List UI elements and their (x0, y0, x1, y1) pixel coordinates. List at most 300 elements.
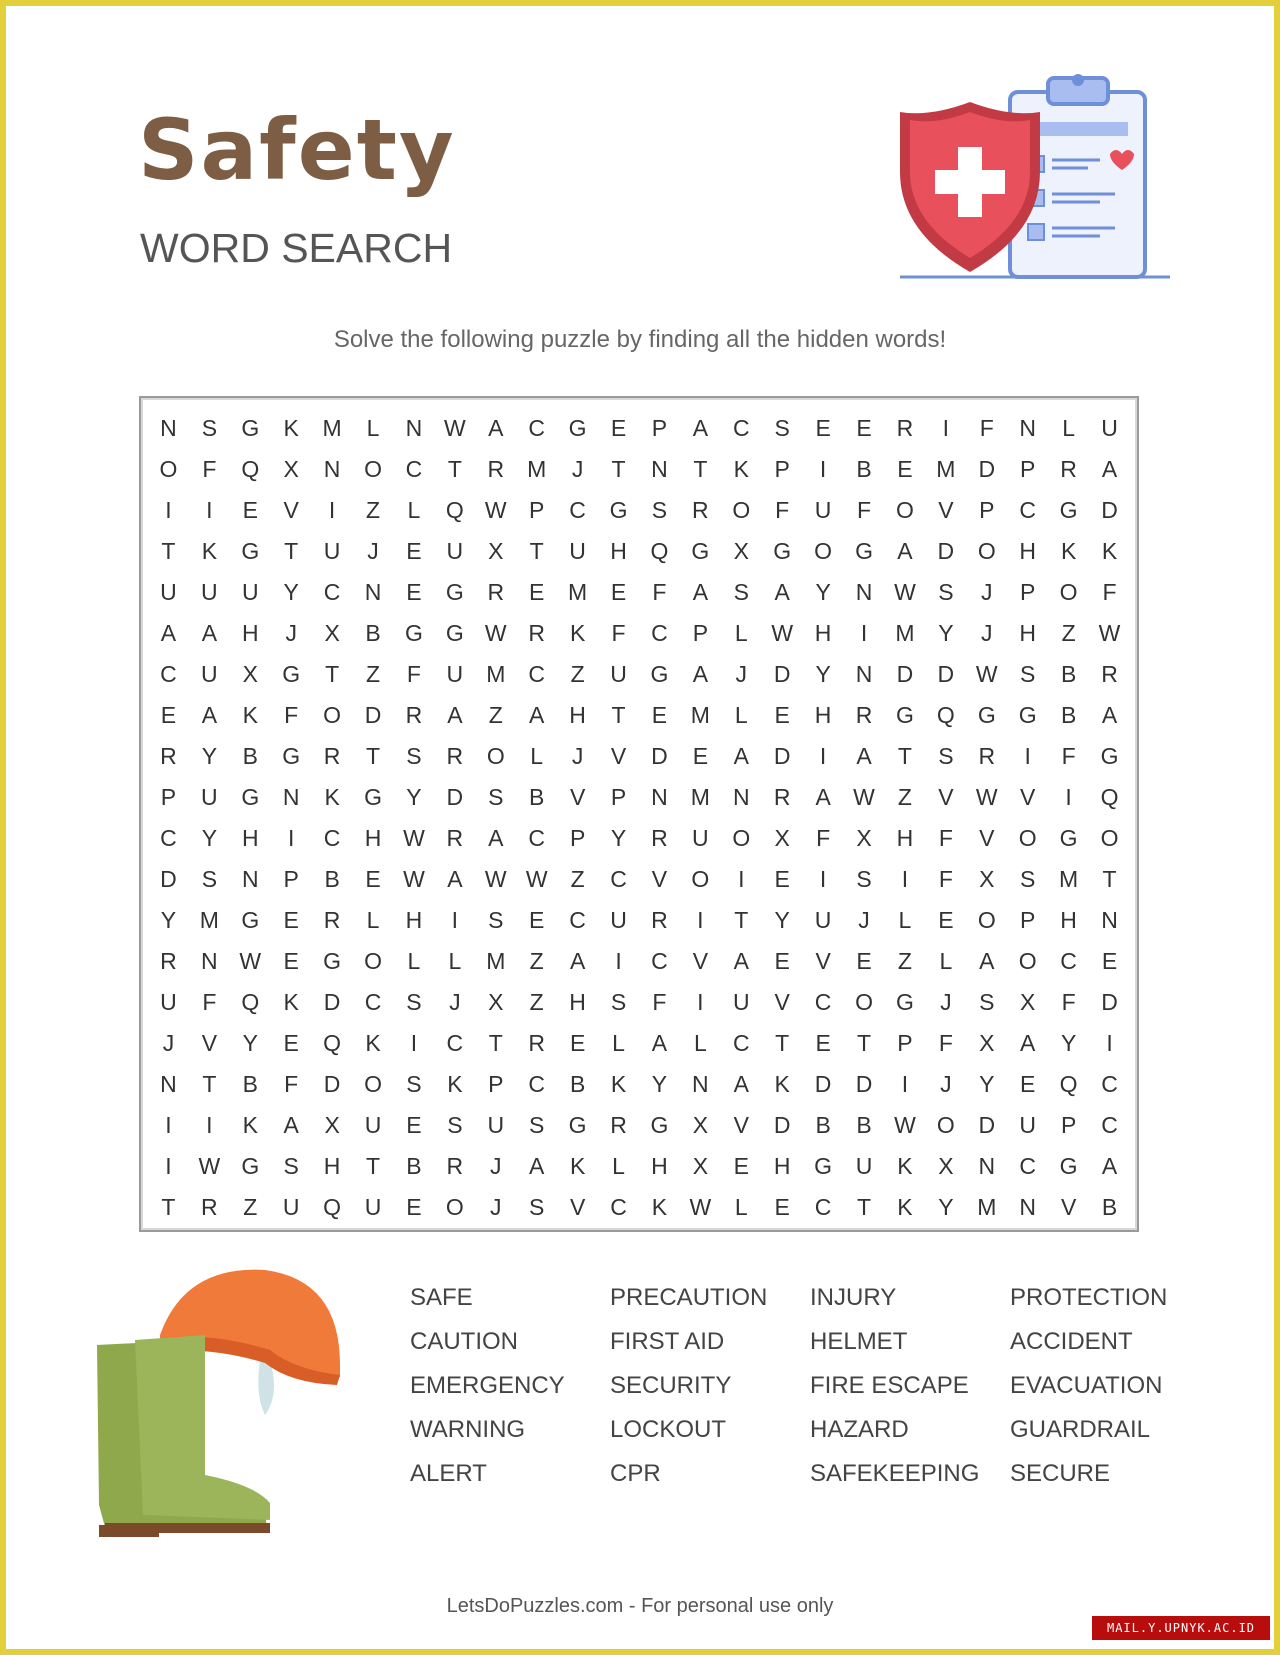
grid-letter: T (897, 743, 912, 769)
grid-letter: X (488, 538, 504, 564)
grid-letter: B (529, 784, 545, 810)
grid-letter: A (856, 743, 872, 769)
grid-letter: H (773, 1153, 791, 1179)
grid-letter: A (1101, 1153, 1118, 1179)
grid-letter: B (1101, 1194, 1118, 1220)
grid-letter: C (651, 948, 668, 974)
grid-letter: E (365, 866, 381, 892)
grid-letter: H (651, 1153, 668, 1179)
grid-letter: M (486, 948, 506, 974)
grid-letter: Y (774, 907, 790, 933)
grid-letter: E (610, 579, 627, 605)
grid-letter: B (365, 620, 381, 646)
grid-letter: M (895, 620, 915, 646)
grid-letter: D (814, 1071, 832, 1097)
grid-letter: B (406, 1153, 422, 1179)
grid-letter: D (978, 456, 996, 482)
grid-letter: P (1060, 1112, 1077, 1138)
grid-letter: I (819, 866, 827, 892)
grid-letter: U (814, 907, 832, 933)
grid-letter: T (447, 456, 462, 482)
grid-letter: O (732, 497, 751, 523)
grid-letter: R (855, 702, 873, 728)
grid-letter: F (284, 1071, 299, 1097)
grid-letter: R (446, 743, 464, 769)
grid-letter: E (406, 579, 422, 605)
grid-letter: K (447, 1071, 463, 1097)
grid-letter: X (324, 1112, 340, 1138)
grid-letter: M (936, 456, 956, 482)
grid-letter: A (569, 948, 586, 974)
grid-letter: I (165, 497, 172, 523)
grid-letter: A (733, 1071, 749, 1097)
grid-letter: E (651, 702, 668, 728)
grid-letter: X (1020, 989, 1036, 1015)
grid-letter: P (1020, 579, 1036, 605)
grid-letter: T (693, 456, 708, 482)
grid-letter: V (938, 497, 954, 523)
grid-letter: S (529, 1112, 545, 1138)
grid-letter: P (488, 1071, 504, 1097)
grid-letter: S (1020, 661, 1036, 687)
grid-letter: R (528, 1030, 546, 1056)
grid-letter: D (978, 1112, 996, 1138)
grid-letter: C (732, 1030, 750, 1056)
grid-letter: T (611, 456, 626, 482)
grid-letter: W (403, 825, 425, 851)
grid-letter: D (651, 743, 668, 769)
grid-letter: B (569, 1071, 586, 1097)
grid-letter: W (484, 497, 507, 523)
grid-letter: S (488, 784, 504, 810)
grid-letter: A (692, 579, 709, 605)
grid-letter: N (241, 866, 259, 892)
grid-letter: K (283, 415, 299, 441)
grid-letter: H (1019, 620, 1037, 646)
grid-letter: U (732, 989, 750, 1015)
grid-letter: Y (938, 1194, 954, 1220)
grid-letter: N (978, 1153, 996, 1179)
grid-letter: A (201, 620, 218, 646)
grid-letter: V (815, 948, 831, 974)
grid-letter: G (1059, 1153, 1078, 1179)
grid-letter: Y (406, 784, 422, 810)
grid-letter: U (201, 784, 218, 810)
grid-letter: P (651, 415, 668, 441)
grid-letter: A (897, 538, 913, 564)
grid-letter: N (323, 456, 341, 482)
grid-letter: C (610, 1194, 627, 1220)
grid-letter: G (364, 784, 382, 810)
grid-letter: I (206, 1112, 213, 1138)
grid-letter: C (1019, 497, 1037, 523)
grid-letter: H (569, 702, 586, 728)
grid-letter: G (241, 538, 260, 564)
grid-letter: E (569, 1030, 586, 1056)
grid-letter: F (1102, 579, 1117, 605)
grid-letter: C (528, 415, 546, 441)
grid-letter: A (815, 784, 831, 810)
grid-letter: B (1060, 661, 1077, 687)
grid-letter: L (448, 948, 462, 974)
instructions-text: Solve the following puzzle by finding all the hidden words! (333, 326, 947, 353)
grid-letter: V (733, 1112, 749, 1138)
grid-letter: Z (366, 497, 381, 523)
grid-letter: I (901, 866, 909, 892)
grid-letter: F (652, 989, 667, 1015)
grid-letter: X (733, 538, 749, 564)
grid-letter: Z (570, 866, 585, 892)
grid-letter: S (651, 497, 668, 523)
grid-letter: X (488, 989, 504, 1015)
grid-letter: I (942, 415, 950, 441)
grid-letter: D (896, 661, 914, 687)
grid-letter: V (979, 825, 995, 851)
grid-letter: G (282, 743, 301, 769)
grid-letter: T (202, 1071, 217, 1097)
grid-letter: G (568, 415, 587, 441)
grid-letter: N (855, 661, 873, 687)
word-list-item: ALERT (410, 1460, 487, 1487)
grid-letter: D (160, 866, 177, 892)
grid-letter: E (774, 948, 790, 974)
grid-letter: O (732, 825, 751, 851)
grid-letter: I (165, 1153, 172, 1179)
grid-letter: H (241, 620, 259, 646)
grid-letter: H (405, 907, 423, 933)
grid-letter: C (323, 579, 341, 605)
grid-letter: S (488, 907, 504, 933)
grid-letter: J (490, 1153, 502, 1179)
grid-letter: U (160, 989, 177, 1015)
grid-letter: S (201, 866, 218, 892)
grid-letter: H (1060, 907, 1077, 933)
grid-letter: R (160, 948, 177, 974)
grid-letter: T (284, 538, 299, 564)
grid-letter: R (528, 620, 546, 646)
grid-letter: D (937, 538, 955, 564)
grid-letter: N (732, 784, 750, 810)
word-list-item: CPR (610, 1460, 661, 1487)
grid-letter: K (1101, 538, 1118, 564)
grid-letter: V (1060, 1194, 1077, 1220)
grid-letter: C (569, 907, 586, 933)
grid-letter: A (447, 866, 463, 892)
grid-letter: R (201, 1194, 218, 1220)
grid-letter: M (527, 456, 547, 482)
grid-letter: F (775, 497, 790, 523)
grid-letter: O (159, 456, 178, 482)
grid-letter: N (1019, 415, 1037, 441)
grid-letter: N (1101, 907, 1118, 933)
grid-letter: P (529, 497, 545, 523)
grid-letter: L (734, 620, 748, 646)
grid-letter: C (814, 989, 832, 1015)
grid-letter: S (406, 743, 422, 769)
grid-letter: M (486, 661, 506, 687)
grid-letter: R (323, 907, 341, 933)
grid-letter: W (975, 661, 998, 687)
grid-letter: C (610, 866, 627, 892)
grid-letter: O (1100, 825, 1119, 851)
grid-letter: E (610, 415, 627, 441)
grid-letter: O (364, 456, 382, 482)
grid-letter: V (610, 743, 627, 769)
grid-letter: W (484, 620, 507, 646)
grid-letter: W (689, 1194, 712, 1220)
grid-letter: C (405, 456, 423, 482)
grid-letter: A (529, 1153, 545, 1179)
grid-letter: K (774, 1071, 790, 1097)
grid-letter: O (445, 1194, 464, 1220)
grid-letter: C (1101, 1071, 1118, 1097)
grid-letter: Z (1061, 620, 1076, 646)
grid-letter: O (364, 1071, 382, 1097)
grid-letter: K (283, 989, 299, 1015)
grid-letter: S (733, 579, 749, 605)
grid-letter: O (1059, 579, 1078, 605)
grid-letter: D (773, 661, 791, 687)
grid-letter: Y (651, 1071, 668, 1097)
grid-letter: O (896, 497, 914, 523)
grid-letter: J (981, 579, 993, 605)
grid-letter: C (1101, 1112, 1118, 1138)
grid-letter: W (771, 620, 794, 646)
grid-letter: I (451, 907, 459, 933)
grid-letter: I (860, 620, 868, 646)
grid-letter: A (651, 1030, 668, 1056)
grid-letter: T (325, 661, 340, 687)
grid-letter: H (1019, 538, 1037, 564)
grid-letter: I (288, 825, 295, 851)
grid-letter: G (241, 784, 260, 810)
grid-letter: U (1101, 415, 1118, 441)
grid-letter: F (857, 497, 872, 523)
grid-letter: N (1019, 1194, 1037, 1220)
grid-letter: B (856, 456, 872, 482)
grid-letter: X (938, 1153, 954, 1179)
grid-letter: K (1060, 538, 1077, 564)
grid-letter: E (815, 415, 831, 441)
grid-letter: O (977, 907, 996, 933)
grid-letter: T (366, 743, 381, 769)
grid-letter: X (979, 1030, 995, 1056)
grid-letter: E (856, 948, 872, 974)
grid-letter: U (201, 661, 218, 687)
grid-letter: I (1065, 784, 1072, 810)
grid-letter: R (692, 497, 709, 523)
grid-letter: K (324, 784, 340, 810)
grid-letter: X (283, 456, 299, 482)
grid-letter: F (938, 866, 953, 892)
grid-letter: P (692, 620, 709, 646)
grid-letter: B (856, 1112, 872, 1138)
grid-letter: M (690, 784, 710, 810)
page-subtitle: WORD SEARCH (140, 225, 453, 271)
word-list-item: INJURY (810, 1284, 897, 1311)
grid-letter: G (855, 538, 873, 564)
grid-letter: J (162, 1030, 175, 1056)
grid-letter: N (282, 784, 300, 810)
grid-letter: T (857, 1030, 872, 1056)
grid-letter: I (615, 948, 622, 974)
grid-letter: S (938, 743, 954, 769)
grid-letter: S (406, 989, 422, 1015)
grid-letter: E (1020, 1071, 1036, 1097)
grid-letter: P (160, 784, 177, 810)
grid-letter: E (856, 415, 872, 441)
word-list-item: EMERGENCY (410, 1372, 565, 1399)
grid-letter: Z (488, 702, 503, 728)
grid-letter: E (406, 538, 422, 564)
grid-letter: F (1061, 989, 1076, 1015)
grid-letter: Z (243, 1194, 258, 1220)
grid-letter: E (938, 907, 954, 933)
grid-letter: X (979, 866, 995, 892)
grid-letter: Q (650, 538, 669, 564)
grid-letter: I (206, 497, 213, 523)
grid-letter: V (201, 1030, 218, 1056)
grid-letter: A (201, 702, 218, 728)
grid-letter: A (1020, 1030, 1036, 1056)
grid-letter: R (487, 579, 505, 605)
grid-letter: J (940, 989, 952, 1015)
grid-letter: M (568, 579, 588, 605)
grid-letter: J (449, 989, 461, 1015)
word-list-item: PRECAUTION (610, 1284, 768, 1311)
grid-letter: F (938, 1030, 953, 1056)
grid-letter: E (160, 702, 177, 728)
grid-letter: T (734, 907, 749, 933)
grid-letter: X (692, 1112, 709, 1138)
grid-letter: J (367, 538, 379, 564)
grid-letter: L (366, 415, 380, 441)
grid-letter: I (165, 1112, 172, 1138)
grid-letter: F (202, 989, 217, 1015)
grid-letter: X (856, 825, 872, 851)
grid-letter: C (651, 620, 668, 646)
grid-letter: Z (897, 784, 912, 810)
grid-letter: E (692, 743, 709, 769)
grid-letter: G (896, 702, 914, 728)
grid-letter: Y (815, 579, 831, 605)
grid-letter: Q (1059, 1071, 1078, 1097)
grid-letter: C (528, 1071, 546, 1097)
grid-letter: I (410, 1030, 418, 1056)
grid-letter: G (977, 702, 996, 728)
grid-letter: G (650, 1112, 669, 1138)
grid-letter: I (819, 743, 827, 769)
grid-letter: Q (323, 1030, 342, 1056)
grid-letter: V (774, 989, 790, 1015)
grid-letter: T (161, 1194, 176, 1220)
grid-letter: I (738, 866, 745, 892)
grid-letter: E (1101, 948, 1118, 974)
word-list-item: SECURITY (610, 1372, 732, 1399)
grid-letter: L (693, 1030, 707, 1056)
grid-letter: G (773, 538, 792, 564)
grid-letter: O (691, 866, 710, 892)
grid-letter: E (529, 579, 545, 605)
watermark-stamp: MAIL.Y.UPNYK.AC.ID (1092, 1616, 1270, 1640)
grid-letter: A (979, 948, 995, 974)
grid-letter: Q (445, 497, 464, 523)
grid-letter: A (283, 1112, 299, 1138)
grid-letter: K (610, 1071, 627, 1097)
word-list-item: WARNING (410, 1416, 526, 1443)
grid-letter: W (853, 784, 875, 810)
word-list-item: GUARDRAIL (1010, 1416, 1151, 1443)
grid-letter: G (445, 579, 464, 605)
grid-letter: V (283, 497, 299, 523)
grid-letter: W (239, 948, 262, 974)
grid-letter: R (405, 702, 423, 728)
grid-letter: M (690, 702, 710, 728)
grid-letter: C (528, 825, 546, 851)
grid-letter: V (692, 948, 709, 974)
grid-letter: O (977, 538, 996, 564)
grid-letter: N (364, 579, 382, 605)
grid-letter: A (447, 702, 463, 728)
grid-letter: Z (529, 948, 544, 974)
grid-letter: B (242, 743, 258, 769)
grid-letter: A (1101, 456, 1118, 482)
grid-letter: L (612, 1153, 625, 1179)
grid-letter: X (692, 1153, 709, 1179)
grid-letter: S (1020, 866, 1036, 892)
grid-letter: V (651, 866, 668, 892)
grid-letter: O (855, 989, 873, 1015)
grid-letter: M (322, 415, 342, 441)
grid-letter: S (938, 579, 954, 605)
grid-letter: E (283, 948, 299, 974)
grid-letter: Y (938, 620, 954, 646)
grid-letter: O (486, 743, 505, 769)
grid-letter: N (651, 456, 668, 482)
grid-letter: F (979, 415, 994, 441)
grid-letter: U (446, 538, 464, 564)
grid-letter: Y (1060, 1030, 1077, 1056)
grid-letter: R (487, 456, 505, 482)
grid-letter: A (733, 743, 749, 769)
grid-letter: Q (241, 989, 260, 1015)
grid-letter: R (773, 784, 791, 810)
grid-letter: C (732, 415, 750, 441)
grid-letter: I (697, 989, 704, 1015)
grid-letter: O (1018, 825, 1037, 851)
grid-letter: J (285, 620, 297, 646)
grid-letter: W (525, 866, 548, 892)
shield-clipboard-icon (900, 72, 1180, 286)
grid-letter: D (1101, 497, 1118, 523)
grid-letter: H (896, 825, 914, 851)
grid-letter: P (569, 825, 586, 851)
grid-letter: U (201, 579, 218, 605)
grid-letter: W (484, 866, 507, 892)
grid-letter: T (529, 538, 544, 564)
grid-letter: C (446, 1030, 464, 1056)
grid-letter: N (692, 1071, 709, 1097)
grid-letter: L (734, 1194, 748, 1220)
grid-letter: R (323, 743, 341, 769)
grid-letter: D (323, 989, 341, 1015)
grid-letter: K (242, 1112, 258, 1138)
grid-letter: J (571, 743, 584, 769)
grid-letter: I (1024, 743, 1031, 769)
grid-letter: Y (201, 825, 218, 851)
word-list-item: PROTECTION (1010, 1284, 1168, 1311)
word-list-item: HELMET (810, 1328, 908, 1355)
